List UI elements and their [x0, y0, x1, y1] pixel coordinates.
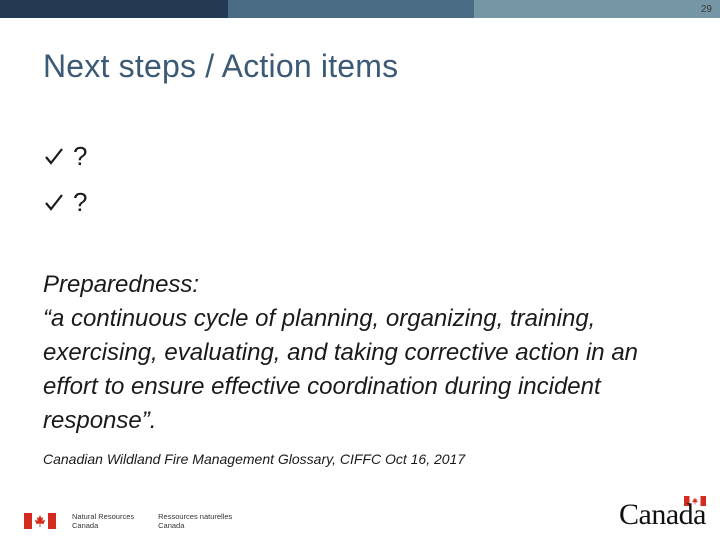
slide-title: Next steps / Action items [43, 48, 399, 84]
canada-wordmark: Canada [619, 498, 706, 531]
top-bar-segment-dark [0, 0, 228, 18]
page-number: 29 [700, 4, 712, 15]
top-bar-segment-mid [228, 0, 474, 18]
top-color-bar [0, 0, 720, 18]
preparedness-definition [43, 268, 683, 438]
canada-flag-icon [24, 513, 56, 529]
action-item [44, 133, 87, 179]
action-item-text: ? [73, 186, 88, 217]
source-citation: Canadian Wildland Fire Management Glossary, CIFFC Oct 16, 2017 [43, 451, 466, 467]
checkmark-icon [44, 192, 64, 212]
department-name-french [158, 512, 232, 530]
definition-heading: Preparedness: [43, 271, 200, 298]
action-items-list [44, 133, 87, 225]
dept-en-line1: Natural Resources [72, 512, 135, 521]
nrcan-signature [24, 512, 232, 530]
dept-en-line2: Canada [72, 521, 99, 530]
definition-text: “a continuous cycle of planning, organizing, training, exercising, evaluating, and taking corrective action in an effort to ensure effective coordination during incident response”. [43, 305, 639, 434]
dept-fr-line1: Ressources naturelles [158, 512, 233, 521]
department-name-english [72, 512, 134, 530]
action-item [44, 179, 87, 225]
checkmark-icon [44, 146, 64, 166]
top-bar-segment-light [474, 0, 720, 18]
action-item-text: ? [73, 140, 88, 171]
dept-fr-line2: Canada [158, 521, 185, 530]
